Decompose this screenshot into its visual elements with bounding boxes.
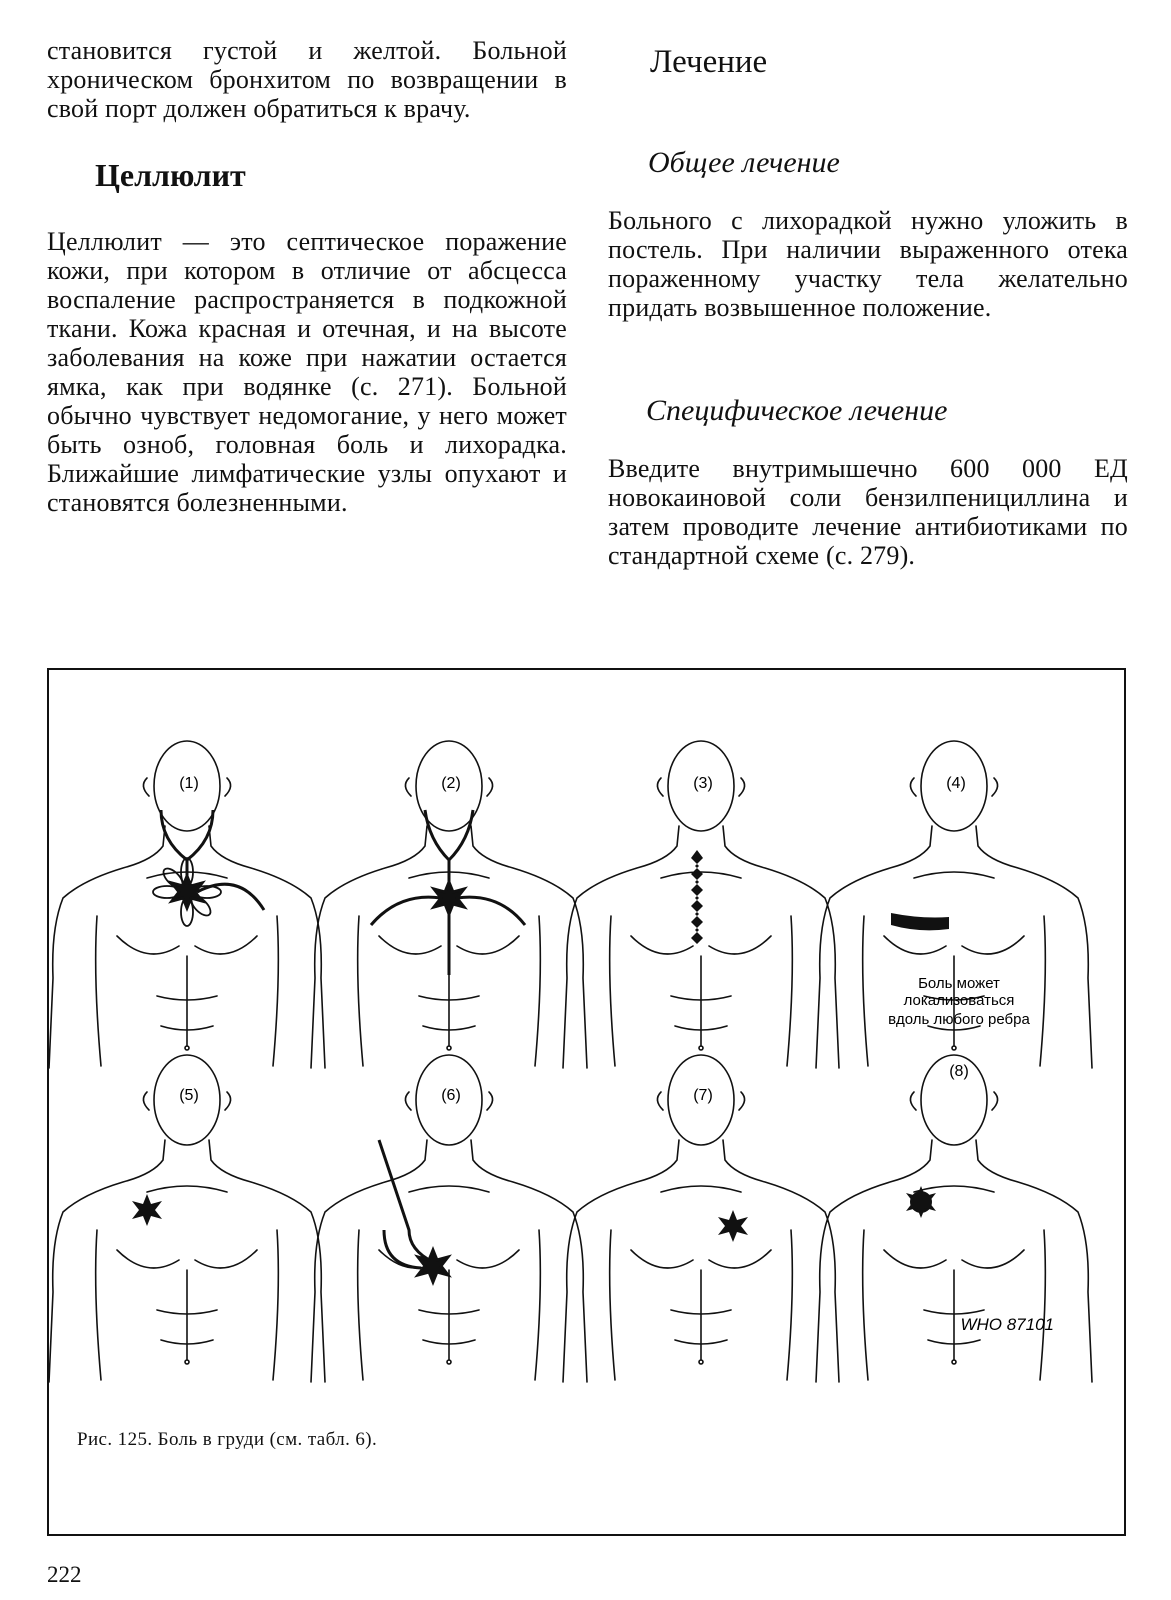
panel-label-1: (1) (179, 775, 199, 792)
figure-caption: Рис. 125. Боль в груди (см. табл. 6). (77, 1429, 378, 1450)
general-treatment-heading: Общее лечение (648, 146, 840, 179)
panel-label-7: (7) (693, 1087, 713, 1104)
pain-pattern-7 (718, 1210, 748, 1242)
cellulitis-heading: Целлюлит (95, 157, 246, 193)
panel-label-4: (4) (946, 775, 966, 792)
panel-label-2: (2) (441, 775, 461, 792)
page-number: 222 (47, 1562, 82, 1587)
rib-note-line-2: локализоваться (903, 992, 1015, 1009)
torso-7 (563, 1055, 839, 1382)
panel-label-8: (8) (949, 1063, 969, 1080)
treatment-heading: Лечение (650, 44, 768, 80)
intro-paragraph: становится густой и желтой. Больной хроническом бронхитом по возвращении в свой порт должен обратиться к врачу. (47, 36, 567, 123)
figure-credit: WHO 87101 (960, 1315, 1054, 1334)
pain-pattern-6 (379, 1140, 448, 1282)
panel-label-5: (5) (179, 1087, 199, 1104)
specific-treatment-heading: Специфическое лечение (646, 394, 948, 427)
cellulitis-paragraph: Целлюлит — это септическое поражение кожи, при котором в отличие от абсцесса воспаление распространяется в подкожной ткани. Кожа красная и отечная, и на высоте заболевания на коже при нажатии остается ямка, как при водянке (с. 271). Больной обычно чувствует недомогание, у него может быть озноб, головная боль и лихорадка. Ближайшие лимфатические узлы опухают и становятся болезненными. (47, 227, 567, 517)
panel-label-6: (6) (441, 1087, 461, 1104)
rib-note-line-3: вдоль любого ребра (888, 1011, 1030, 1028)
chest-pain-figure (47, 668, 1126, 1536)
pain-pattern-3 (691, 850, 703, 944)
pain-pattern-5 (132, 1194, 162, 1226)
right-column (608, 36, 1128, 570)
pain-pattern-8 (906, 1186, 936, 1218)
pain-pattern-2 (371, 810, 525, 975)
torso-5 (49, 1055, 325, 1382)
general-treatment-paragraph: Больного с лихорадкой нужно уложить в постель. При наличии выраженного отека пораженному участку тела желательно придать возвышенное положение. (608, 206, 1128, 322)
torso-illustrations (49, 670, 1124, 1534)
specific-treatment-paragraph: Введите внутримышечно 600 000 ЕД новокаиновой соли бензилпенициллина и затем проводите лечение антибиотиками по стандартной схеме (с. 279). (608, 454, 1128, 570)
pain-pattern-4 (891, 913, 949, 930)
left-column (47, 36, 567, 517)
torso-6 (311, 1055, 587, 1382)
rib-note-line-1: Боль может (918, 975, 1000, 992)
panel-label-3: (3) (693, 775, 713, 792)
